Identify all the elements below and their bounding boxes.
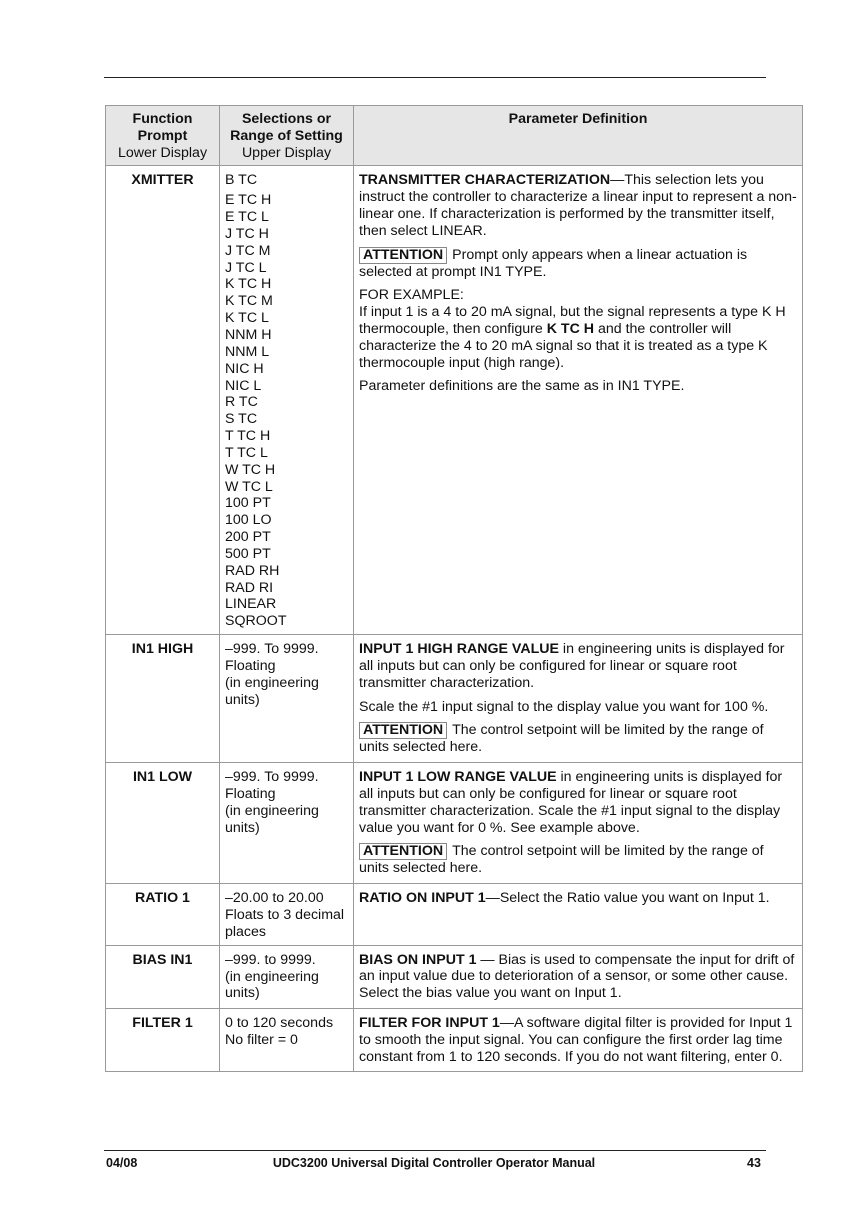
header-selections [220, 106, 354, 166]
definition-term: TRANSMITTER CHARACTERIZATION [359, 172, 611, 189]
definition-text: in engineering units is displayed for all inputs but can only be configured for linear or square root transmitter characterization. [359, 641, 785, 691]
definition-cell [354, 763, 803, 884]
table-row-filter-1 [106, 1009, 803, 1072]
list-item: K TC L [225, 310, 269, 327]
attention-note [359, 843, 797, 877]
list-item: E TC H [225, 192, 272, 209]
list-item: K TC M [225, 293, 273, 310]
selection-list [225, 172, 348, 630]
table-row-in1-high [106, 635, 803, 763]
range-list [225, 1015, 348, 1049]
list-item: T TC L [225, 444, 268, 461]
list-item: T TC H [225, 428, 271, 445]
list-item: (in engineering [225, 802, 319, 819]
definition-paragraph [359, 952, 797, 1002]
list-item: K TC H [225, 276, 272, 293]
list-item: –20.00 to 20.00 [225, 890, 324, 907]
attention-text: The control setpoint will be limited by the range of units selected here. [359, 843, 764, 877]
definition-text: in engineering units is displayed for all inputs but can only be configured for linear or square root transmitter characterization. Scale the #1 input signal to the display value you want for 0 %. See example above. [359, 769, 783, 836]
table-header-row [106, 106, 803, 166]
selection-item: B TC [225, 172, 258, 189]
footer-date: 04/08 [106, 1156, 138, 1170]
range-cell [220, 1009, 354, 1072]
header-col2-title: Selections or Range of Setting [230, 111, 343, 144]
prompt-cell: BIAS IN1 [106, 945, 220, 1008]
table-row-in1-low [106, 763, 803, 884]
header-col1-title: Function Prompt [132, 111, 193, 144]
definition-paragraph: Scale the #1 input signal to the display value you want for 100 %. [359, 698, 769, 715]
attention-note [359, 247, 797, 281]
list-item: NNM L [225, 343, 270, 360]
list-item: SQROOT [225, 613, 287, 630]
range-list [225, 769, 348, 836]
list-item: J TC L [225, 259, 267, 276]
prompt-cell: XMITTER [106, 166, 220, 635]
definition-cell [354, 166, 803, 635]
list-item: NNM H [225, 326, 272, 343]
list-item: RAD RI [225, 579, 274, 596]
list-item: J TC M [225, 242, 271, 259]
list-item: (in engineering [225, 968, 319, 985]
definition-text: — Bias is used to compensate the input for drift of an input value due to deterioration of a sensor, or some other cause. Select the bias value you want on Input 1. [359, 951, 795, 1002]
footer-title: UDC3200 Universal Digital Controller Operator Manual [272, 1156, 596, 1170]
definition-paragraph: Parameter definitions are the same as in IN1 TYPE. [359, 378, 685, 395]
definition-term: FILTER FOR INPUT 1 [359, 1015, 500, 1032]
list-item: NIC H [225, 360, 264, 377]
list-item: –999. To 9999. [225, 769, 319, 786]
attention-text: Prompt only appears when a linear actuation is selected at prompt IN1 TYPE. [359, 246, 748, 280]
list-item: E TC L [225, 209, 269, 226]
list-item: units) [225, 819, 260, 836]
example-heading: FOR EXAMPLE: [359, 287, 464, 304]
header-rule [104, 77, 766, 78]
attention-note [359, 722, 797, 756]
list-item: units) [225, 691, 260, 708]
list-item: W TC L [225, 478, 273, 495]
list-item: No filter = 0 [225, 1031, 298, 1048]
parameter-table [105, 105, 803, 1072]
definition-paragraph [359, 172, 797, 239]
list-item: –999. To 9999. [225, 641, 319, 658]
header-col2-sub: Upper Display [241, 144, 332, 161]
range-cell [220, 635, 354, 763]
range-list [225, 952, 348, 1003]
footer-rule [104, 1150, 766, 1151]
definition-cell [354, 635, 803, 763]
list-item: RAD RH [225, 562, 280, 579]
list-item: 200 PT [225, 529, 271, 546]
range-cell [220, 763, 354, 884]
definition-paragraph [359, 641, 797, 691]
footer-page-number: 43 [747, 1156, 761, 1170]
table-row-xmitter [106, 166, 803, 635]
definition-term: RATIO ON INPUT 1 [359, 890, 486, 907]
prompt-cell: FILTER 1 [106, 1009, 220, 1072]
list-item: 0 to 120 seconds [225, 1015, 334, 1032]
definition-text: —This selection lets you instruct the controller to characterize a linear input to represent a non-linear one. If characterization is performed by the transmitter itself, then select LINEAR. [359, 172, 797, 239]
list-item: 500 PT [225, 545, 271, 562]
list-item: S TC [225, 411, 258, 428]
header-function-prompt [106, 106, 220, 166]
prompt-cell: IN1 HIGH [106, 635, 220, 763]
example-paragraph [359, 287, 797, 371]
definition-cell [354, 1009, 803, 1072]
list-item: Floating [225, 786, 276, 802]
definition-cell [354, 884, 803, 946]
definition-cell [354, 945, 803, 1008]
definition-paragraph [359, 890, 797, 907]
definition-term: INPUT 1 LOW RANGE VALUE [359, 769, 557, 786]
list-item: places [225, 923, 267, 940]
prompt-cell: RATIO 1 [106, 884, 220, 946]
range-list [225, 890, 348, 941]
table-row-ratio-1 [106, 884, 803, 946]
list-item: R TC [225, 394, 258, 411]
list-item: units) [225, 985, 260, 1002]
prompt-cell: IN1 LOW [106, 763, 220, 884]
list-item: –999. to 9999. [225, 951, 316, 968]
list-item: J TC H [225, 225, 269, 242]
list-item: Floating [225, 658, 276, 675]
attention-label: ATTENTION [359, 722, 447, 739]
range-list [225, 641, 348, 708]
list-item: (in engineering [225, 674, 319, 691]
definition-term: BIAS ON INPUT 1 [359, 951, 477, 968]
list-item: 100 PT [225, 495, 271, 512]
header-col3-title: Parameter Definition [508, 111, 648, 127]
definition-text: —Select the Ratio value you want on Input 1. [485, 890, 770, 907]
list-item: NIC L [225, 377, 262, 394]
list-item: Floats to 3 decimal [225, 906, 345, 923]
range-cell [220, 945, 354, 1008]
selections-cell [220, 166, 354, 635]
attention-label: ATTENTION [359, 247, 447, 264]
definition-term: INPUT 1 HIGH RANGE VALUE [359, 641, 559, 658]
definition-paragraph [359, 1015, 797, 1065]
table-row-bias-in1 [106, 945, 803, 1008]
example-text-b: and the controller will characterize the 4 to 20 mA signal so that it is treated as a type K thermocouple input (high range). [359, 320, 768, 371]
list-item: W TC H [225, 461, 276, 478]
list-item: LINEAR [225, 596, 277, 613]
example-bold: K TC H [546, 320, 595, 337]
list-item: 100 LO [225, 512, 272, 529]
example-text-a: If input 1 is a 4 to 20 mA signal, but the signal represents a type K H thermocouple, then configure [359, 304, 786, 337]
header-parameter-definition [354, 106, 803, 166]
definition-paragraph [359, 769, 797, 836]
attention-label: ATTENTION [359, 843, 447, 860]
attention-text: The control setpoint will be limited by the range of units selected here. [359, 722, 764, 756]
range-cell [220, 884, 354, 946]
definition-text: —A software digital filter is provided for Input 1 to smooth the input signal. You can configure the first order lag time constant from 1 to 120 seconds. If you do not want filtering, enter 0. [359, 1015, 793, 1065]
header-col1-sub: Lower Display [117, 144, 208, 161]
